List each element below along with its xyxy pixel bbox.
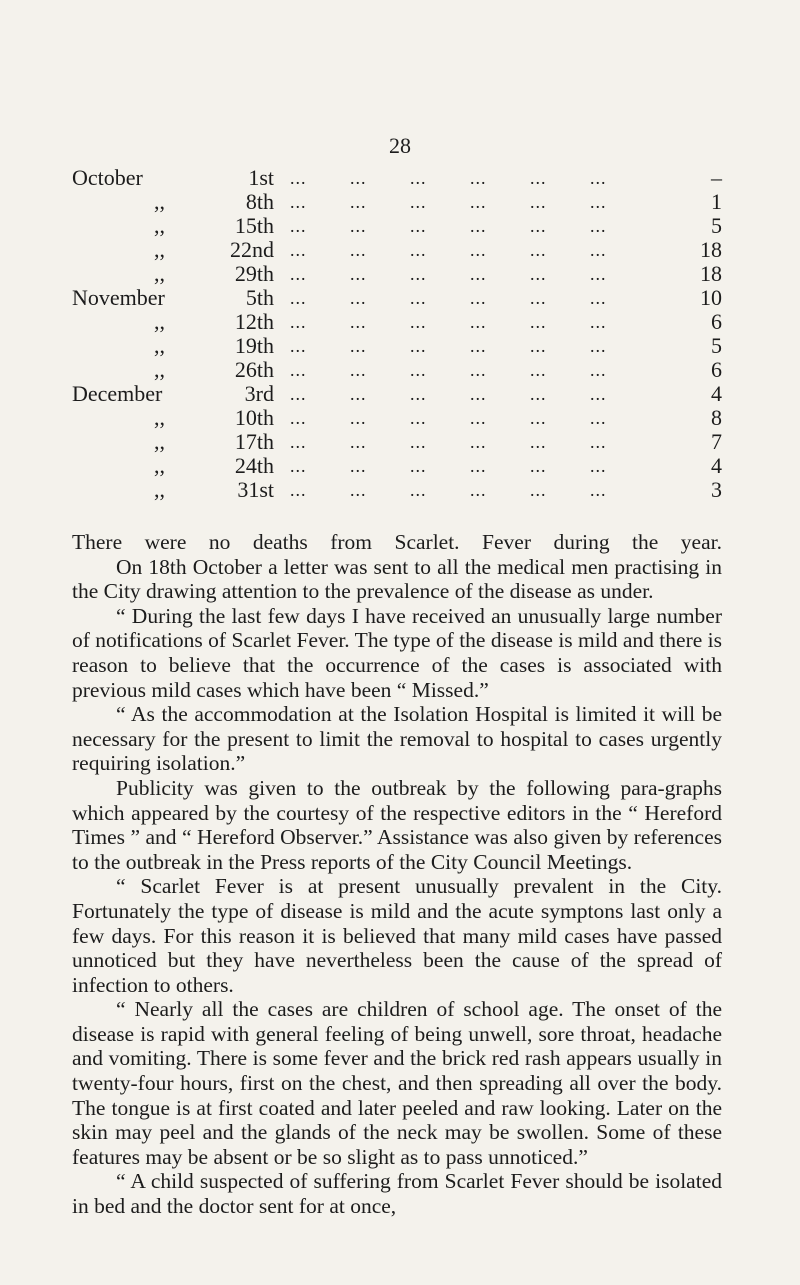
ditto-mark: ,,: [154, 237, 165, 262]
ditto-mark: ,,: [154, 333, 165, 358]
leader-dots: ... ... ... ... ... ...: [290, 432, 607, 452]
table-row-dec-31: [72, 478, 722, 502]
leader-dots: ... ... ... ... ... ...: [290, 384, 607, 404]
table-row-oct-15: [72, 214, 722, 238]
table-row-nov-26: [72, 358, 722, 382]
ditto-mark: ,,: [154, 189, 165, 214]
ditto-mark: ,,: [154, 357, 165, 382]
table-row-nov-19: [72, 334, 722, 358]
case-count: 5: [711, 213, 722, 238]
month-label: December: [72, 381, 163, 406]
leader-dots: ... ... ... ... ... ...: [290, 312, 607, 332]
table-row-dec-10: [72, 406, 722, 430]
day-label: 5th: [245, 285, 274, 310]
case-count: 8: [711, 405, 722, 430]
table-row-nov-5: [72, 286, 722, 310]
ditto-mark: ,,: [154, 477, 165, 502]
day-label: 8th: [245, 189, 274, 214]
day-label: 19th: [234, 333, 274, 358]
day-label: 15th: [234, 213, 274, 238]
table-row-nov-12: [72, 310, 722, 334]
case-count: 4: [711, 453, 722, 478]
letter-quote-paragraph-2: “ As the accommodation at the Isolation Hospital is limited it will be necessary for the present to limit the removal to hospital to cases urgently requiring isolation.”: [72, 702, 722, 776]
case-count: –: [711, 165, 722, 190]
press-quote-paragraph-3: “ A child suspected of suffering from Scarlet Fever should be isolated in bed and the doctor sent for at once,: [72, 1169, 722, 1219]
day-label: 24th: [234, 453, 274, 478]
weekly-cases-table: [72, 166, 722, 502]
day-label: 31st: [237, 477, 274, 502]
press-quote-paragraph-2: “ Nearly all the cases are children of school age. The onset of the disease is rapid with general feeling of being unwell, sore throat, headache and vomiting. There is some fever and the brick red rash appears usually in twenty-four hours, first on the chest, and then spreading all over the body. The tongue is at first coated and later peeled and raw looking. Later on the skin may peel and the glands of the neck may be swollen. Some of these features may be absent or be so slight as to pass unnoticed.”: [72, 997, 722, 1169]
case-count: 7: [711, 429, 722, 454]
day-label: 10th: [234, 405, 274, 430]
day-label: 3rd: [244, 381, 274, 406]
month-label: November: [72, 285, 165, 310]
leader-dots: ... ... ... ... ... ...: [290, 456, 607, 476]
leader-dots: ... ... ... ... ... ...: [290, 216, 607, 236]
table-row-oct-29: [72, 262, 722, 286]
case-count: 6: [711, 309, 722, 334]
leader-dots: ... ... ... ... ... ...: [290, 360, 607, 380]
case-count: 18: [700, 261, 722, 286]
letter-intro-paragraph: On 18th October a letter was sent to all the medical men practising in the City drawing attention to the prevalence of the disease as under.: [72, 554, 722, 604]
case-count: 4: [711, 381, 722, 406]
case-count: 3: [711, 477, 722, 502]
case-count: 1: [711, 189, 722, 214]
ditto-mark: ,,: [154, 261, 165, 286]
ditto-mark: ,,: [154, 453, 165, 478]
case-count: 5: [711, 333, 722, 358]
month-label: October: [72, 165, 143, 190]
day-label: 22nd: [230, 237, 274, 262]
press-quote-paragraph-1: “ Scarlet Fever is at present unusually prevalent in the City. Fortunately the type of disease is mild and the acute symptons last only a few days. For this reason it is believed that many mild cases have passed unnoticed but they have nevertheless been the cause of the spread of infection to others.: [72, 874, 722, 997]
leader-dots: ... ... ... ... ... ...: [290, 480, 607, 500]
day-label: 26th: [234, 357, 274, 382]
letter-quote-paragraph-1: “ During the last few days I have received an unusually large number of notifications of Scarlet Fever. The type of the disease is mild and there is reason to believe that the occurrence of the cases is associated with previous mild cases which have been “ Missed.”: [72, 603, 722, 702]
table-row-oct-22: [72, 238, 722, 262]
leader-dots: ... ... ... ... ... ...: [290, 408, 607, 428]
table-row-dec-3: [72, 382, 722, 406]
ditto-mark: ,,: [154, 213, 165, 238]
page-number: 28: [389, 133, 411, 158]
ditto-mark: ,,: [154, 429, 165, 454]
leader-dots: ... ... ... ... ... ...: [290, 264, 607, 284]
leader-dots: ... ... ... ... ... ...: [290, 192, 607, 212]
day-label: 12th: [234, 309, 274, 334]
leader-dots: ... ... ... ... ... ...: [290, 336, 607, 356]
case-count: 18: [700, 237, 722, 262]
table-row-oct-8: [72, 190, 722, 214]
day-label: 29th: [234, 261, 274, 286]
table-row-dec-17: [72, 430, 722, 454]
day-label: 1st: [248, 165, 274, 190]
ditto-mark: ,,: [154, 309, 165, 334]
case-count: 10: [700, 285, 722, 310]
report-body: [72, 530, 722, 1219]
deaths-statement: There were no deaths from Scarlet. Fever during the year.: [72, 530, 722, 554]
leader-dots: ... ... ... ... ... ...: [290, 168, 607, 188]
case-count: 6: [711, 357, 722, 382]
day-label: 17th: [234, 429, 274, 454]
publicity-paragraph: Publicity was given to the outbreak by the following para-graphs which appeared by the courtesy of the respective editors in the “ Hereford Times ” and “ Hereford Observer.” Assistance was also given by references to the outbreak in the Press reports of the City Council Meetings.: [72, 775, 722, 874]
table-row-dec-24: [72, 454, 722, 478]
ditto-mark: ,,: [154, 405, 165, 430]
leader-dots: ... ... ... ... ... ...: [290, 288, 607, 308]
leader-dots: ... ... ... ... ... ...: [290, 240, 607, 260]
table-row-oct-1: [72, 166, 722, 190]
